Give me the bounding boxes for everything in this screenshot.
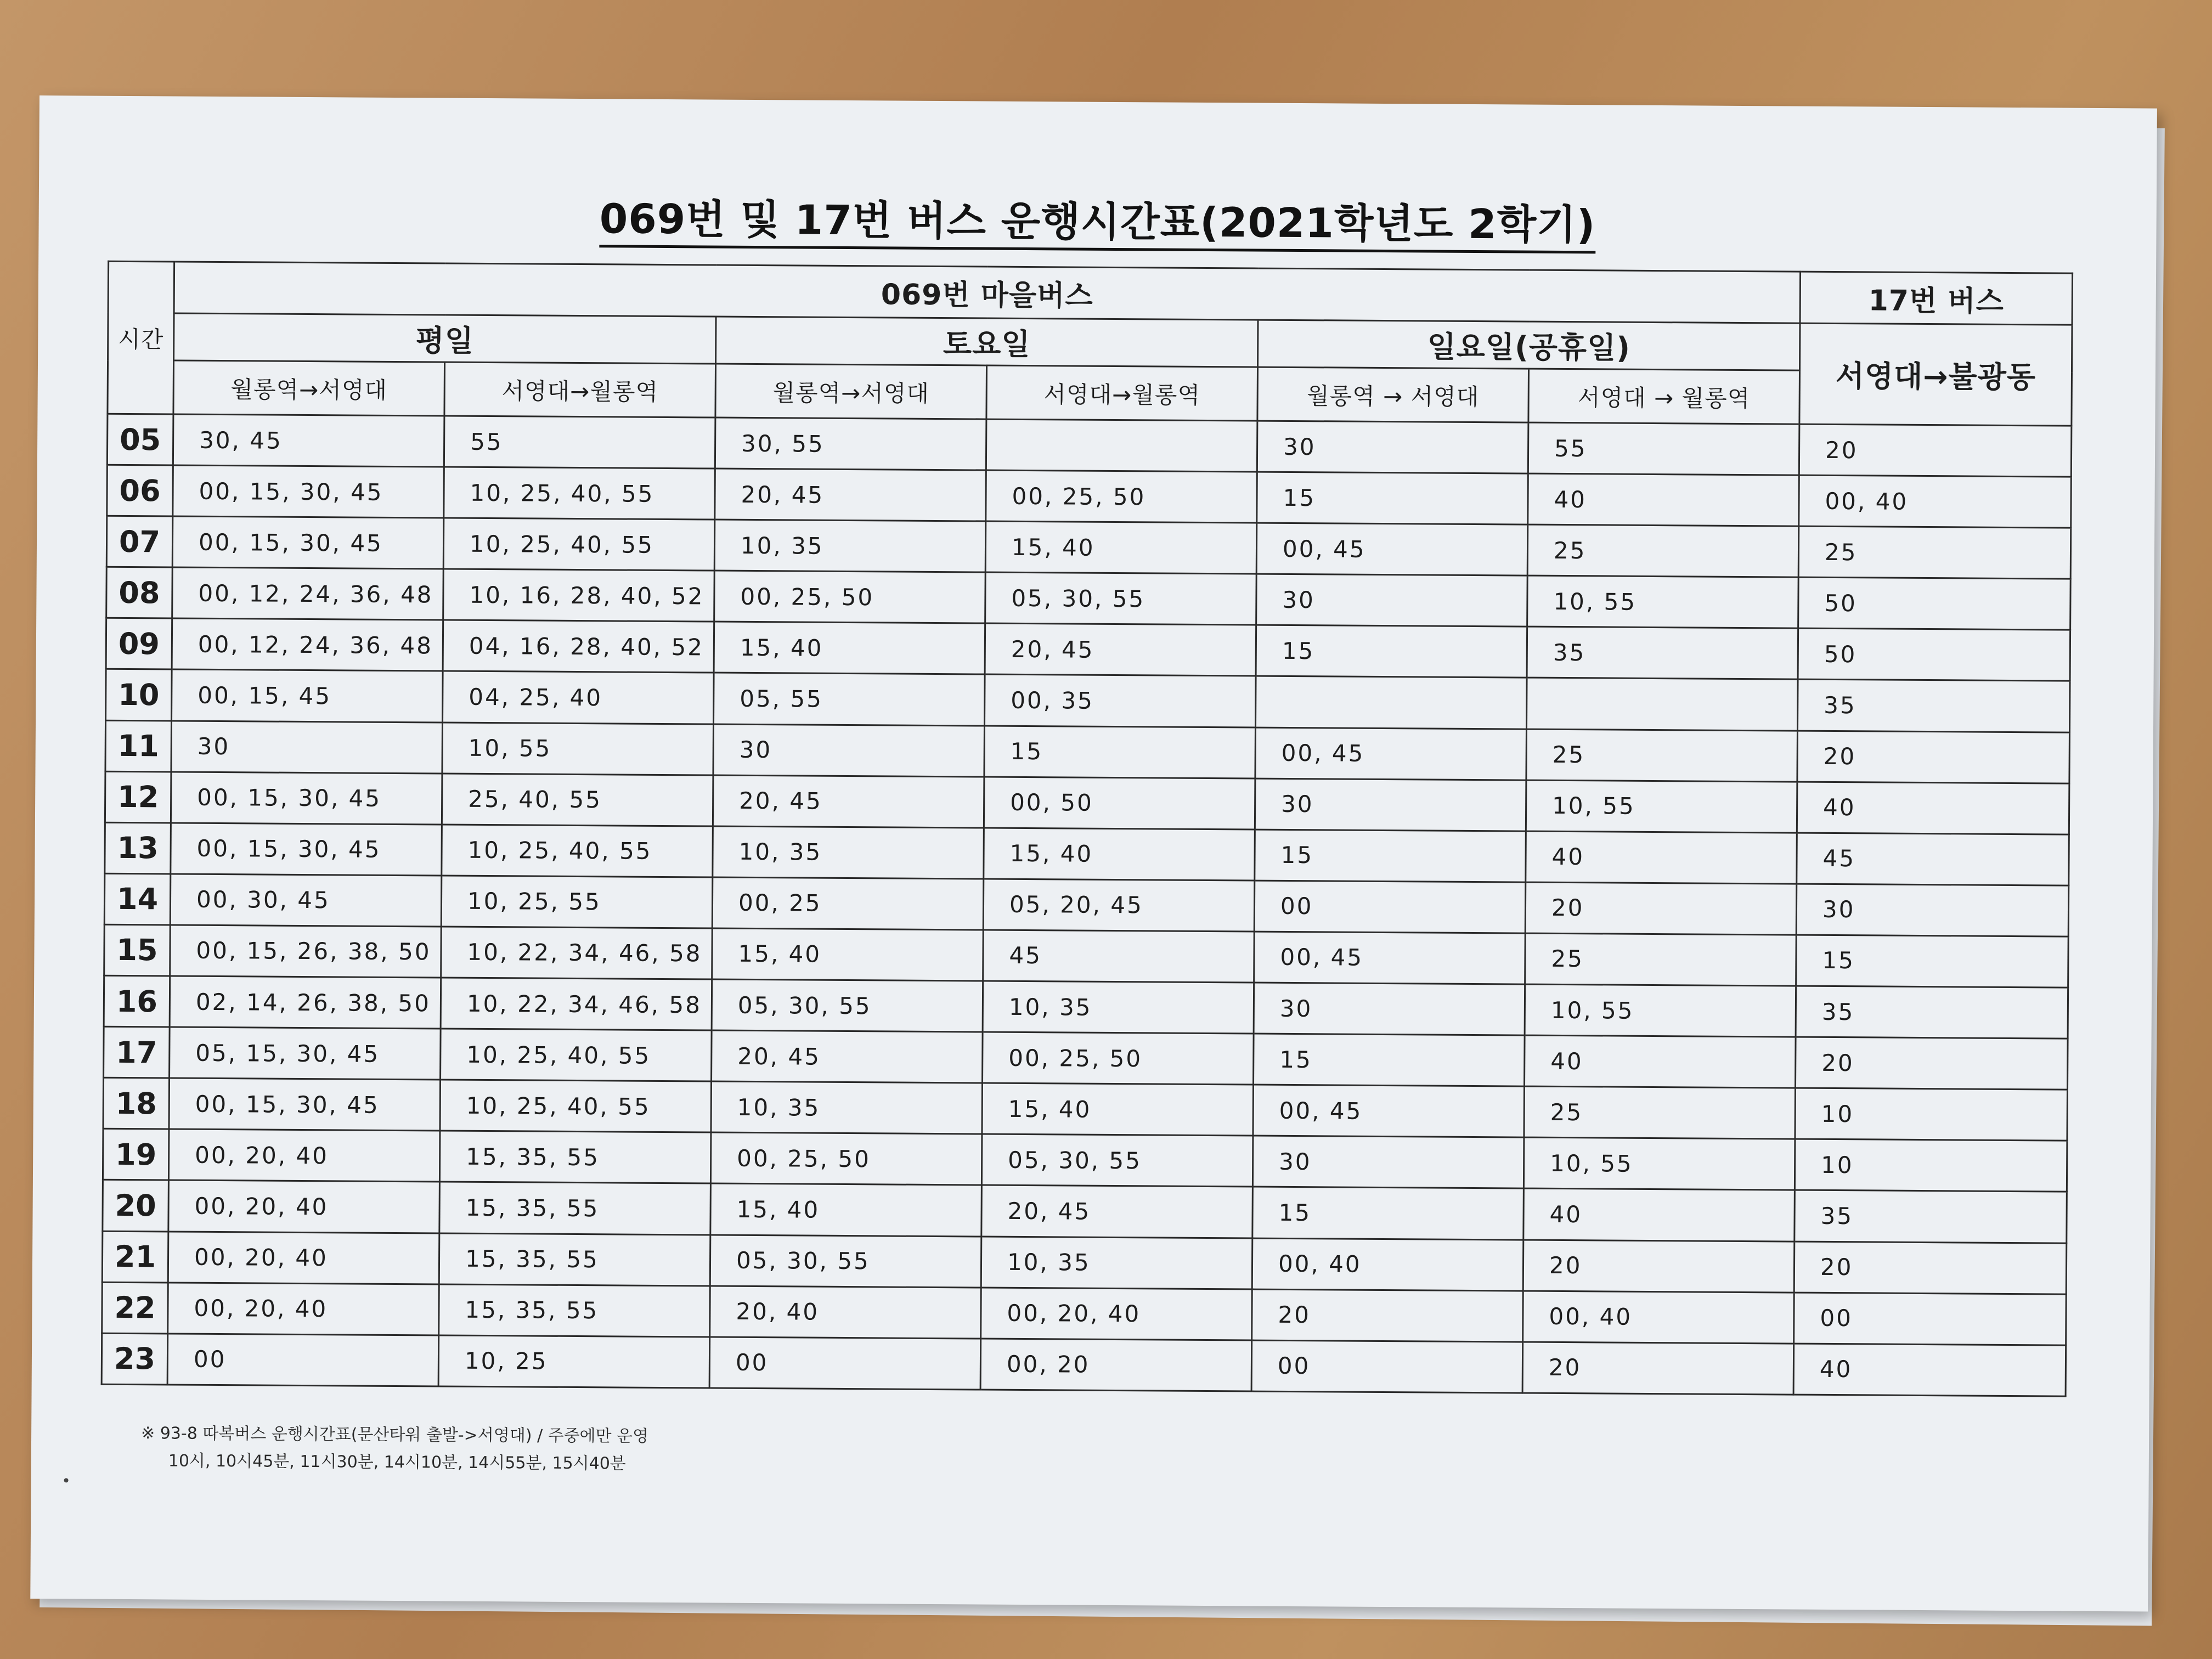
time-cell-weekday-b: 10, 55 <box>442 723 714 775</box>
time-cell-sunday-a: 00 <box>1251 1340 1523 1393</box>
time-cell-bus17: 00, 40 <box>1799 475 2072 528</box>
hour-cell: 13 <box>105 822 171 874</box>
hour-cell: 19 <box>103 1129 169 1181</box>
time-cell-sunday-b: 40 <box>1525 1035 1796 1088</box>
time-cell-saturday-a: 10, 35 <box>713 826 984 879</box>
hour-cell: 09 <box>106 618 172 670</box>
footnote-line-2: 10시, 10시45분, 11시30분, 14시10분, 14시55분, 15시40분 <box>168 1451 626 1474</box>
time-cell-bus17: 10 <box>1795 1088 2068 1141</box>
time-cell-weekday-b: 04, 16, 28, 40, 52 <box>443 620 714 673</box>
time-cell-saturday-b: 00, 20, 40 <box>981 1288 1252 1340</box>
time-cell-sunday-b: 25 <box>1524 1086 1796 1139</box>
time-cell-saturday-b: 00, 25, 50 <box>983 1032 1254 1085</box>
title-text: 069번 및 17번 버스 운행시간표(2021학년도 2학기) <box>600 195 1596 253</box>
time-cell-weekday-a: 00, 15, 26, 38, 50 <box>170 925 442 978</box>
time-cell-sunday-b: 25 <box>1525 933 1797 986</box>
time-cell-saturday-b: 00, 25, 50 <box>986 470 1257 523</box>
time-cell-sunday-a: 15 <box>1256 625 1527 678</box>
time-cell-bus17: 35 <box>1796 986 2068 1039</box>
time-cell-weekday-b: 15, 35, 55 <box>439 1233 710 1285</box>
time-cell-weekday-a: 30 <box>171 721 443 774</box>
time-cell-sunday-a: 20 <box>1252 1289 1523 1342</box>
time-cell-bus17: 35 <box>1797 680 2070 732</box>
time-cell-weekday-b: 10, 25, 40, 55 <box>442 825 713 877</box>
time-cell-sunday-a: 30 <box>1252 1136 1524 1188</box>
time-cell-saturday-a: 00 <box>709 1337 981 1390</box>
time-cell-sunday-a: 15 <box>1257 472 1528 524</box>
time-cell-saturday-a: 20, 45 <box>712 1030 983 1083</box>
time-cell-saturday-b: 15, 40 <box>984 828 1255 881</box>
saturday-header: 토요일 <box>716 317 1259 367</box>
time-cell-weekday-a: 30, 45 <box>173 414 444 467</box>
time-cell-bus17: 20 <box>1794 1242 2067 1294</box>
time-cell-saturday-a: 15, 40 <box>712 928 984 981</box>
time-cell-weekday-a: 00, 15, 30, 45 <box>169 1078 441 1131</box>
time-cell-weekday-b: 04, 25, 40 <box>443 671 714 724</box>
time-cell-weekday-b: 10, 25, 40, 55 <box>443 518 715 571</box>
time-cell-weekday-a: 00, 15, 30, 45 <box>171 772 442 825</box>
bus17-header: 17번 버스 <box>1800 272 2073 325</box>
time-cell-bus17: 35 <box>1795 1190 2067 1243</box>
time-cell-saturday-b: 00, 20 <box>980 1339 1252 1391</box>
time-cell-weekday-a: 00, 15, 30, 45 <box>171 823 442 876</box>
time-cell-sunday-b: 10, 55 <box>1527 575 1799 628</box>
weekday-header: 평일 <box>174 313 716 364</box>
time-cell-weekday-b: 10, 16, 28, 40, 52 <box>443 569 715 622</box>
hour-cell: 20 <box>103 1180 169 1232</box>
hour-cell: 23 <box>101 1333 168 1385</box>
time-cell-bus17: 50 <box>1798 628 2070 681</box>
time-cell-weekday-a: 00, 12, 24, 36, 48 <box>172 618 443 671</box>
time-cell-sunday-b: 25 <box>1526 729 1798 782</box>
time-cell-saturday-a: 20, 45 <box>713 775 984 828</box>
time-cell-bus17: 20 <box>1796 1037 2068 1090</box>
time-cell-sunday-b: 55 <box>1528 422 1799 475</box>
time-cell-saturday-a: 10, 35 <box>711 1081 983 1134</box>
time-cell-sunday-a: 00, 45 <box>1256 523 1528 575</box>
footnote-line-1: ※ 93-8 따복버스 운행시간표(문산타워 출발->서영대) / 주중에만 운영 <box>140 1424 649 1446</box>
saturday-dir-a: 월롱역→서영대 <box>715 364 987 419</box>
time-cell-sunday-a: 30 <box>1256 574 1528 627</box>
hour-cell: 18 <box>103 1077 170 1129</box>
time-cell-sunday-a: 30 <box>1255 778 1526 831</box>
time-cell-saturday-b: 00, 35 <box>985 675 1256 727</box>
time-cell-saturday-a: 15, 40 <box>710 1183 982 1236</box>
time-cell-saturday-a: 05, 30, 55 <box>712 979 983 1032</box>
time-cell-weekday-a: 00, 20, 40 <box>168 1231 439 1284</box>
hour-col-header: 시간 <box>108 261 174 414</box>
time-cell-saturday-a: 20, 40 <box>710 1286 981 1339</box>
time-cell-sunday-b: 35 <box>1527 627 1798 679</box>
time-cell-weekday-a: 00, 30, 45 <box>170 874 442 927</box>
time-cell-bus17: 00 <box>1794 1293 2067 1345</box>
time-cell-bus17: 15 <box>1796 935 2069 988</box>
hour-cell: 15 <box>104 924 171 976</box>
hour-cell: 14 <box>104 873 171 925</box>
hour-cell: 12 <box>105 771 171 823</box>
time-cell-sunday-b: 00, 40 <box>1523 1291 1795 1344</box>
time-cell-bus17: 25 <box>1798 526 2071 579</box>
hour-cell: 06 <box>107 465 173 516</box>
time-cell-saturday-b: 00, 50 <box>984 777 1255 830</box>
time-cell-bus17: 30 <box>1796 884 2069 936</box>
time-cell-sunday-a: 00, 45 <box>1253 1085 1525 1137</box>
hour-cell: 07 <box>106 516 173 567</box>
time-cell-saturday-b: 45 <box>983 930 1255 983</box>
time-cell-weekday-b: 10, 22, 34, 46, 58 <box>441 978 712 1030</box>
time-cell-saturday-a: 30 <box>713 724 985 777</box>
time-cell-sunday-b: 10, 55 <box>1526 780 1797 833</box>
sunday-header: 일요일(공휴일) <box>1258 320 1801 370</box>
time-cell-sunday-b: 40 <box>1523 1188 1795 1241</box>
time-cell-saturday-b: 10, 35 <box>981 1237 1252 1289</box>
time-cell-sunday-b: 20 <box>1525 882 1797 935</box>
time-cell-sunday-a: 00, 40 <box>1252 1238 1523 1291</box>
page-title <box>38 183 2157 255</box>
timetable-sheet <box>30 95 2157 1612</box>
time-cell-saturday-a: 20, 45 <box>715 469 986 521</box>
time-cell-weekday-a: 00, 12, 24, 36, 48 <box>172 567 444 620</box>
time-cell-weekday-b: 10, 25 <box>438 1335 710 1388</box>
time-cell-saturday-b: 20, 45 <box>981 1185 1253 1238</box>
hour-cell: 08 <box>106 567 173 619</box>
time-cell-saturday-b <box>986 419 1257 472</box>
weekday-dir-a: 월롱역→서영대 <box>173 360 445 416</box>
time-cell-sunday-a: 15 <box>1254 1034 1525 1086</box>
time-cell-bus17: 45 <box>1797 833 2069 885</box>
bus069-header: 069번 마을버스 <box>174 262 1801 323</box>
time-cell-saturday-a: 05, 55 <box>714 673 985 725</box>
time-cell-weekday-b: 10, 25, 40, 55 <box>444 467 715 520</box>
time-cell-saturday-a: 00, 25 <box>712 877 984 930</box>
time-cell-saturday-a: 00, 25, 50 <box>710 1132 982 1185</box>
time-cell-bus17: 10 <box>1795 1139 2067 1192</box>
time-cell-saturday-a: 15, 40 <box>714 622 985 674</box>
time-cell-saturday-a: 10, 35 <box>714 520 986 572</box>
hour-cell: 11 <box>105 720 172 772</box>
time-cell-saturday-a: 30, 55 <box>715 417 986 470</box>
saturday-dir-b: 서영대→월롱역 <box>986 365 1258 421</box>
time-cell-weekday-a: 05, 15, 30, 45 <box>170 1027 441 1080</box>
time-cell-weekday-a: 00, 20, 40 <box>168 1129 440 1182</box>
time-cell-saturday-a: 00, 25, 50 <box>714 571 986 623</box>
time-cell-weekday-b: 55 <box>444 416 715 469</box>
time-cell-weekday-b: 15, 35, 55 <box>439 1131 711 1183</box>
sunday-dir-a: 월롱역 → 서영대 <box>1257 367 1529 422</box>
time-cell-weekday-b: 15, 35, 55 <box>439 1182 711 1234</box>
time-cell-weekday-b: 10, 22, 34, 46, 58 <box>441 927 713 979</box>
timetable-body <box>101 414 2072 1396</box>
time-cell-weekday-b: 10, 25, 40, 55 <box>440 1080 712 1132</box>
time-cell-bus17: 20 <box>1797 731 2070 783</box>
time-cell-sunday-a: 00, 45 <box>1254 932 1526 984</box>
hour-cell: 17 <box>104 1026 170 1078</box>
time-cell-sunday-a: 30 <box>1257 421 1528 473</box>
time-cell-bus17: 20 <box>1799 424 2072 477</box>
time-cell-weekday-a: 00 <box>167 1334 439 1386</box>
sunday-dir-b: 서영대 → 월롱역 <box>1528 369 1800 424</box>
time-cell-saturday-b: 15, 40 <box>982 1083 1254 1136</box>
time-cell-saturday-b: 20, 45 <box>985 623 1256 676</box>
time-cell-weekday-b: 15, 35, 55 <box>439 1284 710 1337</box>
time-cell-sunday-b: 40 <box>1526 831 1797 884</box>
time-cell-weekday-b: 10, 25, 40, 55 <box>441 1029 712 1081</box>
time-cell-sunday-b: 20 <box>1523 1240 1795 1293</box>
time-cell-saturday-b: 10, 35 <box>983 981 1254 1034</box>
time-cell-weekday-a: 00, 15, 45 <box>172 669 443 722</box>
time-cell-sunday-a: 00 <box>1254 881 1526 933</box>
hour-cell: 16 <box>104 975 170 1027</box>
time-cell-sunday-a: 00, 45 <box>1255 727 1527 780</box>
time-cell-sunday-a <box>1256 676 1527 729</box>
bus-timetable <box>101 261 2073 1397</box>
time-cell-saturday-a: 05, 30, 55 <box>710 1235 981 1288</box>
time-cell-sunday-a: 30 <box>1254 983 1525 1035</box>
time-cell-bus17: 50 <box>1798 577 2071 630</box>
time-cell-sunday-b: 20 <box>1522 1342 1794 1395</box>
time-cell-weekday-a: 02, 14, 26, 38, 50 <box>170 976 441 1029</box>
time-cell-sunday-a: 15 <box>1252 1187 1524 1239</box>
hour-cell: 22 <box>102 1282 168 1334</box>
time-cell-bus17: 40 <box>1797 782 2069 834</box>
time-cell-weekday-a: 00, 20, 40 <box>168 1180 440 1233</box>
time-cell-sunday-a: 15 <box>1255 830 1526 882</box>
time-cell-saturday-b: 05, 30, 55 <box>981 1134 1253 1187</box>
time-cell-sunday-b <box>1526 678 1798 731</box>
time-cell-sunday-b: 10, 55 <box>1525 984 1796 1037</box>
time-cell-sunday-b: 10, 55 <box>1523 1137 1795 1190</box>
time-cell-saturday-b: 05, 20, 45 <box>983 879 1255 932</box>
time-cell-weekday-b: 25, 40, 55 <box>442 774 713 826</box>
hour-cell: 05 <box>107 414 173 465</box>
time-cell-sunday-b: 25 <box>1527 524 1799 577</box>
weekday-dir-b: 서영대→월롱역 <box>444 362 716 417</box>
time-cell-saturday-b: 15, 40 <box>985 521 1257 574</box>
time-cell-weekday-b: 10, 25, 55 <box>441 876 713 928</box>
time-cell-saturday-b: 05, 30, 55 <box>985 572 1257 625</box>
time-cell-bus17: 40 <box>1793 1344 2066 1396</box>
hour-cell: 21 <box>102 1231 168 1283</box>
time-cell-saturday-b: 15 <box>984 726 1256 778</box>
time-cell-weekday-a: 00, 20, 40 <box>168 1283 439 1335</box>
hour-cell: 10 <box>106 669 172 721</box>
time-cell-weekday-a: 00, 15, 30, 45 <box>173 465 444 518</box>
time-cell-weekday-a: 00, 15, 30, 45 <box>172 516 444 569</box>
time-cell-sunday-b: 40 <box>1528 473 1799 526</box>
bus17-direction-header: 서영대→불광동 <box>1799 323 2072 426</box>
paper-speck <box>64 1478 69 1482</box>
